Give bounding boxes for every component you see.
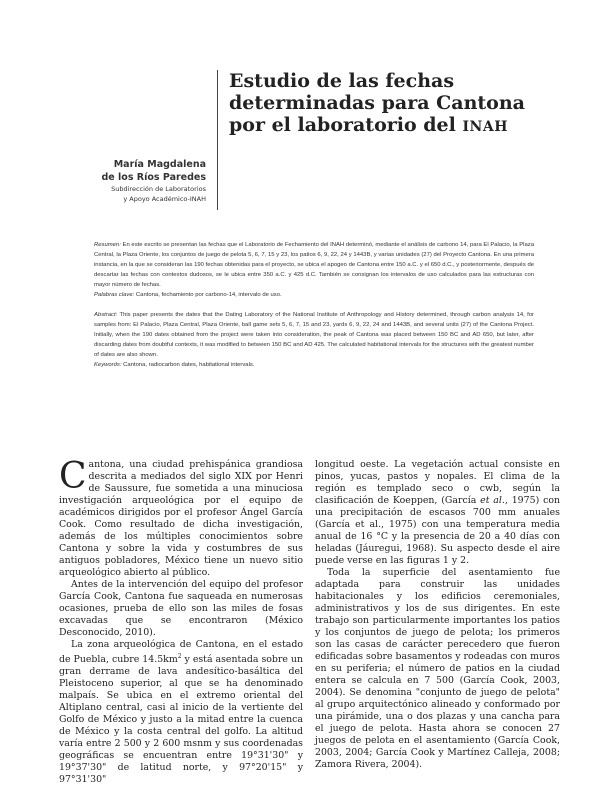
paragraph-2: Antes de la intervención del equipo del profesor García Cook, Cantona fue saqueada en numerosas ocasiones, prueba de ello son las miles de fosas excavadas que se encontraron (México Desconocido, 2010). — [59, 579, 303, 638]
paragraph-5: Toda la superficie del asentamiento fue adaptada para construir las unidades habitacionales y los edificios ceremoniales, administrativos y los de sus dirigentes. En este trabajo son particularmente importantes los patios y los conjuntos de juego de pelota; los primeros son las casas de carácter perecedero que fueron edificadas sobre basamentos y rodeadas con muros en su periferia; el número de patios en la ciudad entera se calcula en 7 500 (García Cook, 2003, 2004). Se denomina "conjunto de juego de pelota" al grupo arquitectónico alineado y conformado por una pirámide, una o dos plazas y una cancha para el juego de pelota. Hasta ahora se conocen 27 juegos de pelota en el asentamiento (García Cook, 2003, 2004; García Cook y Martínez Calleja, 2008; Zamora Rivera, 2004). — [315, 567, 560, 770]
keywords-label: Keywords: — [94, 362, 122, 368]
author-affiliation: Subdirección de Laboratorios y Apoyo Académico-INAH — [111, 185, 206, 203]
title-line-2: determinadas para Cantona — [229, 92, 525, 114]
paragraph-4: longitud oeste. La vegetación actual consiste en pinos, yucas, pastos y nopales. El clima de la región es templado seco o cwb, según la clasificación de Koeppen, (García et al., 1975) con una precipitación de escasos 700 mm anuales (García et al., 1975) con una temperatura media anual de 16 °C y la presencia de 20 a 40 días con heladas (Jáuregui, 1968). Su aspecto desde el aire puede verse en las figuras 1 y 2. — [315, 459, 560, 566]
body-column-1 — [59, 456, 303, 786]
paragraph-3: La zona arqueológica de Cantona, en el estado de Puebla, cubre $14.5km^2$ y está asentada sobre un gran derrame de lava andesítico-basáltica del Pleistoceno superior, al que se ha denominado malpaís. Se ubica en el extremo oriental del Altiplano central, casi al inicio de la vertiente del Golfo de México y justo a la mitad entre la cuenca de México y la costa central del golfo. La altitud varía entre 2 500 y 2 600 msnm y sus coordenadas geográficas se encuentran entre 19°31'30" y 19°37'30" de latitud norte, y 97°20'15" y 97°31'30" — [59, 639, 303, 786]
drop-cap: C — [59, 456, 87, 497]
abstract-label: Abstract: — [94, 312, 118, 318]
resumen-label: Resumen: — [94, 242, 121, 248]
title-line-3: por el laboratorio del INAH — [229, 114, 508, 136]
resumen-text: En este escrito se presentan las fechas que el Laboratorio de Fechamiento del INAH determinó, mediante el análisis de carbono 14, para El Palacio, la Plaza Central, la Plaza Oriente, los conjuntos de juego de pelota 5, 6, 7, 15 y 23, los patios 6, 9, 22, 24 y 1443B, y varias unidades (27) del Proyecto Cantona. En una primera instancia, en la que se consideran las 190 fechas obtenidas para el proyecto, se ubica el apogeo de Cantona entre 150 a.C. y el 650 d.C., y posteriormente, después de descartar las fechas con contextos dudosos, se le ubica entre 350 a.C. y 425 d.C. También se consignan los intervalos de uso calculados para las estructuras con mayor número de fechas. — [94, 242, 534, 288]
article-title — [229, 70, 589, 138]
abstract-spanish — [94, 240, 534, 300]
paragraph-1: Cantona, una ciudad prehispánica grandiosa descrita a mediados del siglo XIX por Henri de Saussure, fue sometida a una minuciosa investigación arqueológica por el equipo de académicos dirigidos por el profesor Ángel García Cook. Como resultado de dicha investigación, además de los múltiples conocimientos sobre Cantona y sobre la vida y costumbres de sus antiguos pobladores, México tiene un nuevo sitio arqueológico abierto al público. — [59, 456, 303, 578]
title-inah: INAH — [462, 119, 508, 135]
abstract-english — [94, 310, 534, 370]
title-rule — [217, 70, 218, 210]
author-name: María Magdalena de los Ríos Paredes — [101, 159, 206, 183]
palabras-clave-text: Cantona, fechamiento por carbono-14, intervalo de uso. — [134, 292, 282, 298]
title-line-1: Estudio de las fechas — [229, 70, 455, 92]
abstract-text: This paper presents the dates that the Dating Laboratory of the National Institute of Anthropology and History determined, through carbon analysis 14, for samples from: El Palacio, Plaza Central, Plaza Oriente, ball game sets 5, 6, 7, 15 and 23, yards 6, 9, 22, 24 and 1443B, and several units (27) of the Cantona Project. Initially, when the 190 dates obtained from the project were taken into consideration, the peak of Cantona was placed between 150 BC and AD 650, but later, after discarding dates from doubtful contexts, it was modified to between 150 BC and AD 425. The calculated habitational intervals for the structures with the greatest number of dates are also shown. — [94, 312, 534, 358]
keywords-text: Cantona, radiocarbon dates, habitational intervals. — [121, 362, 255, 368]
palabras-clave-label: Palabras clave: — [94, 292, 135, 298]
body-column-2 — [315, 459, 560, 771]
